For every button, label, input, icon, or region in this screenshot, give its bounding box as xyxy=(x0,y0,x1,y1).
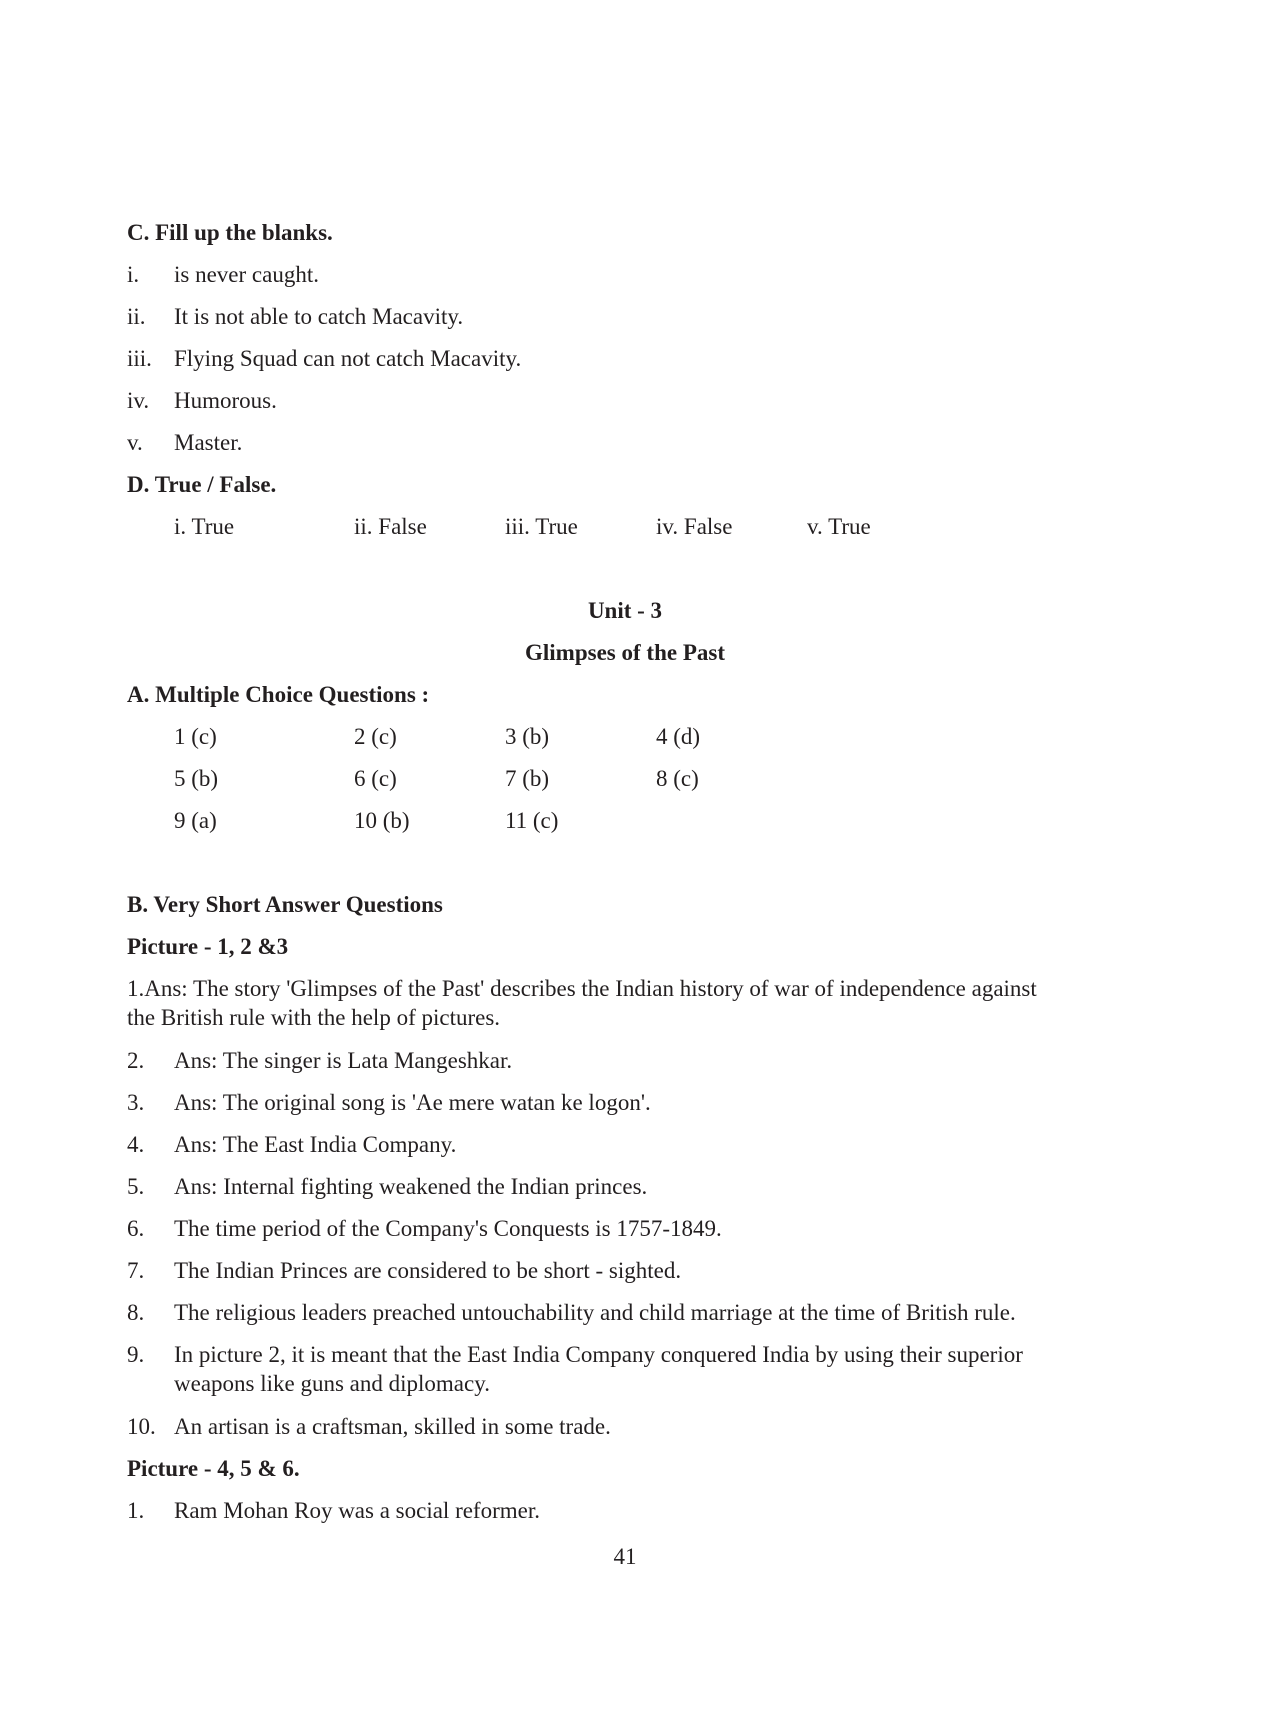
answer-9-line-1: In picture 2, it is meant that the East India Company conquered India by using their superior xyxy=(174,1342,1023,1367)
answer-number: 4. xyxy=(127,1132,145,1157)
answer-1-line-1: 1.Ans: The story 'Glimpses of the Past' describes the Indian history of war of independence against xyxy=(127,976,1037,1001)
true-false-answer: ii. False xyxy=(354,514,427,539)
mcq-answer: 3 (b) xyxy=(505,724,550,749)
mcq-answer: 8 (c) xyxy=(656,766,699,791)
answer-number: 1. xyxy=(127,1498,145,1523)
mcq-answer: 4 (d) xyxy=(656,724,701,749)
section-c-item-number: v. xyxy=(127,430,143,455)
mcq-answer: 5 (b) xyxy=(174,766,219,791)
answer-text: The time period of the Company's Conquests is 1757-1849. xyxy=(174,1216,722,1241)
true-false-answer: i. True xyxy=(174,514,235,539)
mcq-answer: 10 (b) xyxy=(354,808,410,833)
section-c-item-text: Master. xyxy=(174,430,243,455)
page-number: 41 xyxy=(613,1544,637,1569)
true-false-answer: v. True xyxy=(807,514,871,539)
unit-number: Unit - 3 xyxy=(587,598,663,623)
answer-text: Ans: The original song is 'Ae mere watan ke logon'. xyxy=(174,1090,651,1115)
section-c-item-number: iii. xyxy=(127,346,152,371)
section-d-heading: D. True / False. xyxy=(127,472,277,497)
section-c-item-text: It is not able to catch Macavity. xyxy=(174,304,464,329)
section-a-heading: A. Multiple Choice Questions : xyxy=(127,682,430,707)
section-c-heading: C. Fill up the blanks. xyxy=(127,220,333,245)
answer-text: Ans: The singer is Lata Mangeshkar. xyxy=(174,1048,513,1073)
section-c-item-text: Flying Squad can not catch Macavity. xyxy=(174,346,522,371)
mcq-answer: 6 (c) xyxy=(354,766,397,791)
answer-9-line-2: weapons like guns and diplomacy. xyxy=(174,1371,490,1396)
section-c-item-number: i. xyxy=(127,262,140,287)
answer-number: 10. xyxy=(127,1414,156,1439)
section-c-item-text: is never caught. xyxy=(174,262,319,287)
mcq-answer: 2 (c) xyxy=(354,724,397,749)
answer-number: 8. xyxy=(127,1300,145,1325)
answer-text: Ans: Internal fighting weakened the Indian princes. xyxy=(174,1174,648,1199)
picture-group-heading: Picture - 1, 2 &3 xyxy=(127,934,289,959)
answer-text: The Indian Princes are considered to be short - sighted. xyxy=(174,1258,682,1283)
mcq-answer: 7 (b) xyxy=(505,766,550,791)
answer-number: 3. xyxy=(127,1090,145,1115)
section-c-item-text: Humorous. xyxy=(174,388,277,413)
answer-text: Ram Mohan Roy was a social reformer. xyxy=(174,1498,540,1523)
answer-number: 6. xyxy=(127,1216,145,1241)
answer-number: 9. xyxy=(127,1342,145,1367)
answer-text: An artisan is a craftsman, skilled in some trade. xyxy=(174,1414,611,1439)
mcq-answer: 11 (c) xyxy=(505,808,559,833)
answer-text: Ans: The East India Company. xyxy=(174,1132,457,1157)
unit-title: Glimpses of the Past xyxy=(525,640,725,665)
answer-text: The religious leaders preached untouchability and child marriage at the time of British rule. xyxy=(174,1300,1016,1325)
picture-group-heading: Picture - 4, 5 & 6. xyxy=(127,1456,300,1481)
section-c-item-number: iv. xyxy=(127,388,150,413)
answer-number: 5. xyxy=(127,1174,145,1199)
mcq-answer: 9 (a) xyxy=(174,808,217,833)
answer-number: 2. xyxy=(127,1048,145,1073)
answer-1-line-2: the British rule with the help of pictures. xyxy=(127,1005,501,1030)
mcq-answer: 1 (c) xyxy=(174,724,217,749)
answer-number: 7. xyxy=(127,1258,145,1283)
true-false-answer: iv. False xyxy=(656,514,733,539)
true-false-answer: iii. True xyxy=(505,514,578,539)
section-b-heading: B. Very Short Answer Questions xyxy=(127,892,443,917)
section-c-item-number: ii. xyxy=(127,304,146,329)
